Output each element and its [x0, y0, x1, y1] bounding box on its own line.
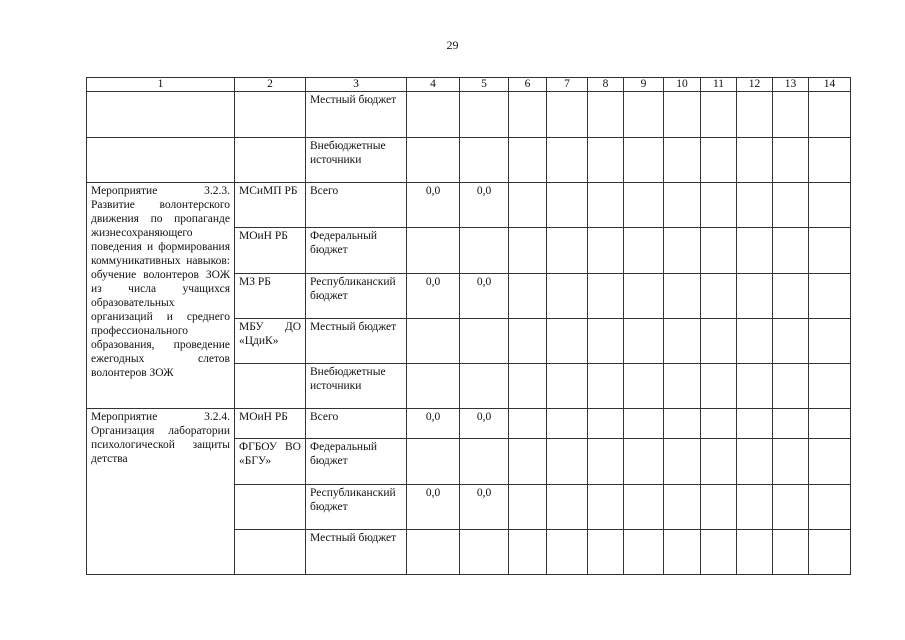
value-cell	[460, 439, 509, 485]
column-header: 8	[588, 78, 624, 92]
budget-table	[86, 77, 851, 575]
source-cell: Внебюджетные источники	[306, 364, 407, 409]
column-header: 12	[737, 78, 773, 92]
executor-cell: МБУ ДО «ЦдиК»	[235, 319, 306, 364]
value-cell: 0,0	[460, 409, 509, 439]
column-header: 14	[809, 78, 851, 92]
column-header: 6	[509, 78, 547, 92]
table-row	[87, 409, 851, 439]
source-cell: Всего	[306, 183, 407, 228]
column-header: 11	[701, 78, 737, 92]
table-row	[87, 138, 851, 183]
column-header: 1	[87, 78, 235, 92]
value-cell: 0,0	[407, 183, 460, 228]
column-header: 10	[664, 78, 701, 92]
value-cell	[460, 364, 509, 409]
value-cell: 0,0	[460, 274, 509, 319]
activity-title: Мероприятие 3.2.4. Организация лаборатории психологической защиты детства	[87, 409, 235, 575]
column-header: 7	[547, 78, 588, 92]
value-cell: 0,0	[460, 183, 509, 228]
page-number: 29	[446, 38, 459, 52]
value-cell	[407, 364, 460, 409]
executor-cell	[235, 138, 306, 183]
column-header: 2	[235, 78, 306, 92]
executor-cell	[235, 92, 306, 138]
executor-cell	[235, 364, 306, 409]
source-cell: Местный бюджет	[306, 530, 407, 575]
executor-cell	[235, 485, 306, 530]
value-cell: 0,0	[407, 274, 460, 319]
executor-cell	[235, 530, 306, 575]
value-cell: 0,0	[460, 485, 509, 530]
source-cell: Местный бюджет	[306, 319, 407, 364]
value-cell: 0,0	[407, 409, 460, 439]
executor-cell: МОиН РБ	[235, 409, 306, 439]
table-row	[87, 183, 851, 228]
value-cell	[407, 319, 460, 364]
value-cell	[460, 228, 509, 274]
source-cell: Республиканский бюджет	[306, 485, 407, 530]
source-cell: Федеральный бюджет	[306, 439, 407, 485]
executor-cell: МОиН РБ	[235, 228, 306, 274]
executor-cell: МСиМП РБ	[235, 183, 306, 228]
source-cell: Внебюджетные источники	[306, 138, 407, 183]
source-cell: Республиканский бюджет	[306, 274, 407, 319]
column-header: 4	[407, 78, 460, 92]
value-cell	[407, 228, 460, 274]
source-cell: Всего	[306, 409, 407, 439]
value-cell	[460, 319, 509, 364]
activity-cell	[87, 92, 235, 138]
executor-cell: МЗ РБ	[235, 274, 306, 319]
column-header: 3	[306, 78, 407, 92]
header-row	[87, 78, 851, 92]
value-cell	[460, 530, 509, 575]
activity-title: Мероприятие 3.2.3. Развитие волонтерского движения по пропаганде жизнесохраняющего поведения и формирования коммуникативных навыков: обучение волонтеров ЗОЖ из числа учащихся образовательных организаций и среднего профессионального образования, проведение ежегодных слетов волонтеров ЗОЖ	[87, 183, 235, 409]
column-header: 13	[773, 78, 809, 92]
source-cell: Местный бюджет	[306, 92, 407, 138]
value-cell	[407, 439, 460, 485]
executor-cell: ФГБОУ ВО «БГУ»	[235, 439, 306, 485]
column-header: 9	[624, 78, 664, 92]
table-row	[87, 92, 851, 138]
source-cell: Федеральный бюджет	[306, 228, 407, 274]
value-cell	[407, 530, 460, 575]
value-cell: 0,0	[407, 485, 460, 530]
activity-cell	[87, 138, 235, 183]
column-header: 5	[460, 78, 509, 92]
